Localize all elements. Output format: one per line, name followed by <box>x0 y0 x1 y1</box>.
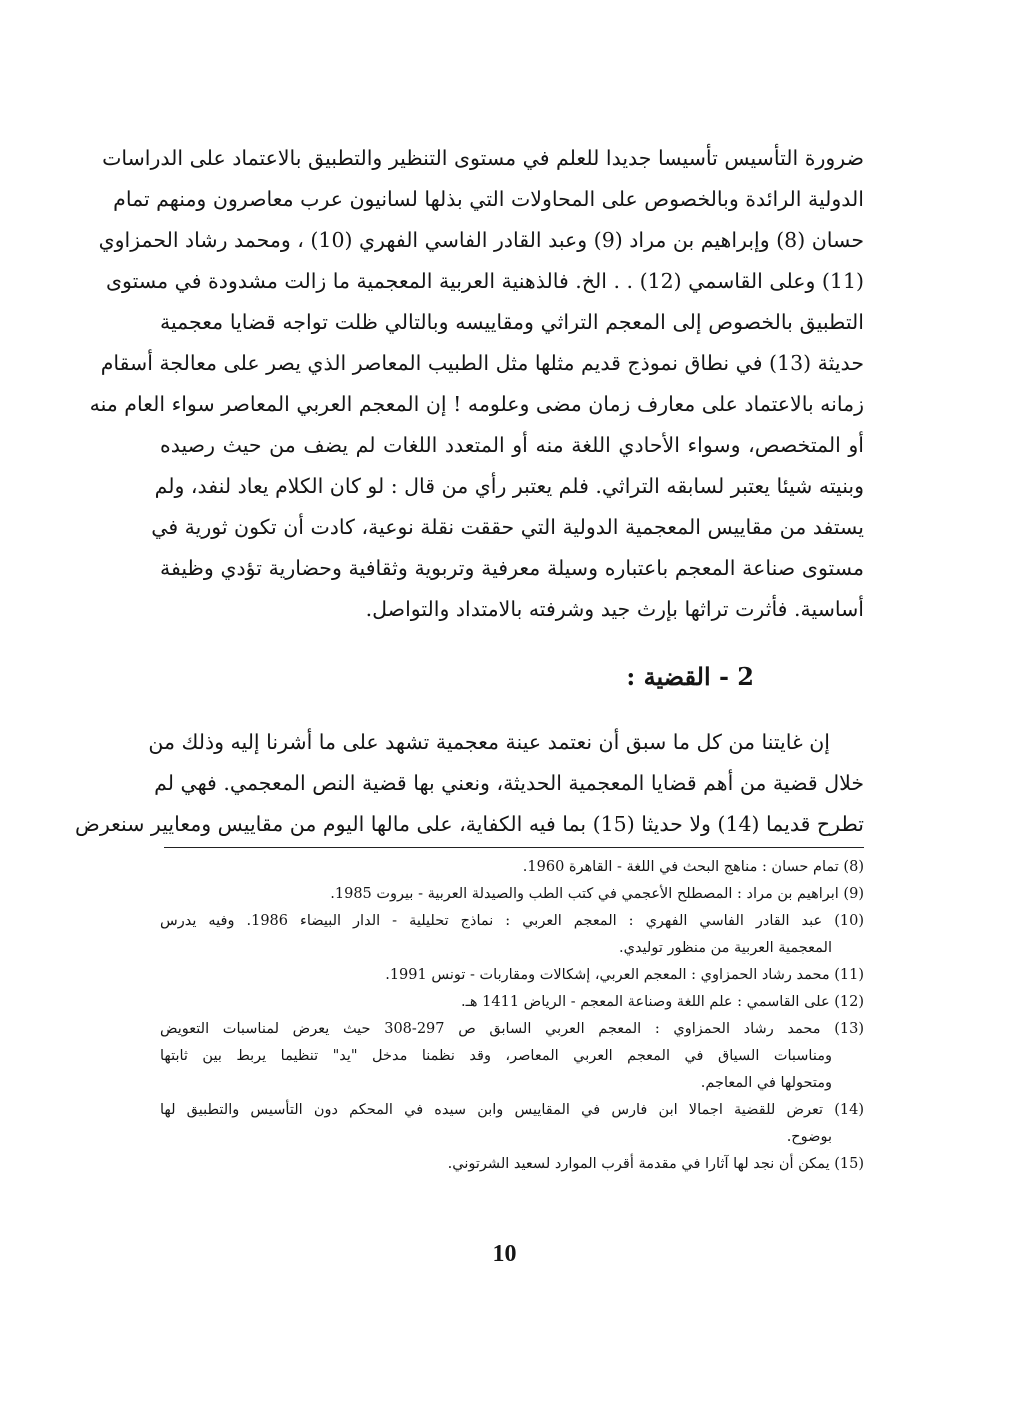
footnote-line: (14) تعرض للقضية اجمالا ابن فارس في المقاييس وابن سيده في المحكم دون التأسيس والتطبيق لها <box>160 1102 864 1118</box>
footnote-9 <box>160 881 864 908</box>
footnote-line: ومتحولها في المعاجم. <box>700 1075 832 1091</box>
footnote-line: (8) تمام حسان : مناهج البحث في اللغة - القاهرة 1960. <box>522 859 864 875</box>
text-line: حسان (8) وإبراهيم بن مراد (9) وعبد القادر الفاسي الفهري (10) ، ومحمد رشاد الحمزاوي <box>98 228 864 252</box>
text-line: وبنيته شيئا يعتبر لسابقه التراثي. فلم يعتبر رأي من قال : لو كان الكلام يعاد لنفد، ولم <box>154 474 864 498</box>
footnotes <box>160 854 864 1178</box>
body-paragraph-2 <box>75 722 864 845</box>
footnote-15 <box>160 1151 864 1178</box>
footnote-14 <box>160 1097 864 1151</box>
section-heading: 2 - القضية : <box>626 662 754 691</box>
footnote-line: (13) محمد رشاد الحمزاوي : المعجم العربي السابق ص 297-308 حيث يعرض لمناسبات التعويض <box>160 1021 864 1037</box>
text-line: حديثة (13) في نطاق نموذج قديم مثلها مثل الطبيب المعاصر الذي يصر على معالجة أسقام <box>100 351 864 375</box>
text-line: ضرورة التأسيس تأسيسا جديدا للعلم في مستوى التنظير والتطبيق بالاعتماد على الدراسات <box>102 146 864 170</box>
text-line: أو المتخصص، وسواء الأحادي اللغة منه أو المتعدد اللغات لم يضف من حيث رصيده <box>160 433 864 457</box>
footnote-12 <box>160 989 864 1016</box>
footnote-line: (15) يمكن أن نجد لها آثارا في مقدمة أقرب الموارد لسعيد الشرتوني. <box>447 1156 864 1172</box>
footnote-line: ومناسبات السياق في المعجم العربي المعاصر، وقد نظمنا مدخل "يد" تنظيما يربط بين ثابتها <box>160 1048 832 1064</box>
footnote-13 <box>160 1016 864 1097</box>
text-line: زمانه بالاعتماد على معارف زمان مضى وعلومه ! إن المعجم العربي المعاصر سواء العام منه <box>89 392 864 416</box>
footnote-line: المعجمية العربية من منظور توليدي. <box>618 940 832 956</box>
text-line: تطرح قديما (14) ولا حديثا (15) بما فيه الكفاية، على مالها اليوم من مقاييس ومعايير سنعرض <box>75 812 864 836</box>
footnote-line: (10) عبد القادر الفاسي الفهري : المعجم العربي : نماذج تحليلية - الدار البيضاء 1986. وفيه يدرس <box>160 913 864 929</box>
footnote-separator <box>164 847 864 848</box>
page-body <box>75 138 864 1178</box>
footnote-11 <box>160 962 864 989</box>
body-paragraph-1 <box>89 138 864 630</box>
page-number: 10 <box>492 1241 517 1267</box>
text-line: إن غايتنا من كل ما سبق أن نعتمد عينة معجمية تشهد على ما أشرنا إليه وذلك من <box>148 730 830 754</box>
footnote-line: بوضوح. <box>786 1129 832 1145</box>
text-line: خلال قضية من أهم قضايا المعجمية الحديثة، ونعني بها قضية النص المعجمي. فهي لم <box>154 771 864 795</box>
footnote-10 <box>160 908 864 962</box>
footnote-8 <box>160 854 864 881</box>
text-line: التطبيق بالخصوص إلى المعجم التراثي ومقاييسه وبالتالي ظلت تواجه قضايا معجمية <box>160 310 864 334</box>
text-line: مستوى صناعة المعجم باعتباره وسيلة معرفية وتربوية وثقافية وحضارية تؤدي وظيفة <box>160 556 864 580</box>
text-line: (11) وعلى القاسمي (12) . . الخ. فالذهنية العربية المعجمية ما زالت مشدودة في مستوى <box>106 269 864 293</box>
footnote-line: (12) على القاسمي : علم اللغة وصناعة المعجم - الرياض 1411 هـ. <box>461 994 864 1010</box>
footnote-line: (9) ابراهيم بن مراد : المصطلح الأعجمي في كتب الطب والصيدلة العربية - بيروت 1985. <box>330 886 864 902</box>
footnote-line: (11) محمد رشاد الحمزاوي : المعجم العربي، إشكالات ومقاربات - تونس 1991. <box>385 967 864 983</box>
text-line: الدولية الرائدة وبالخصوص على المحاولات التي بذلها لسانيون عرب معاصرون ومنهم تمام <box>113 187 864 211</box>
text-line: يستفد من مقاييس المعجمية الدولية التي حققت نقلة نوعية، كادت أن تكون ثورية في <box>151 515 864 539</box>
text-line: أساسية. فأثرت تراثها بإرث جيد وشرفته بالامتداد والتواصل. <box>365 597 864 621</box>
